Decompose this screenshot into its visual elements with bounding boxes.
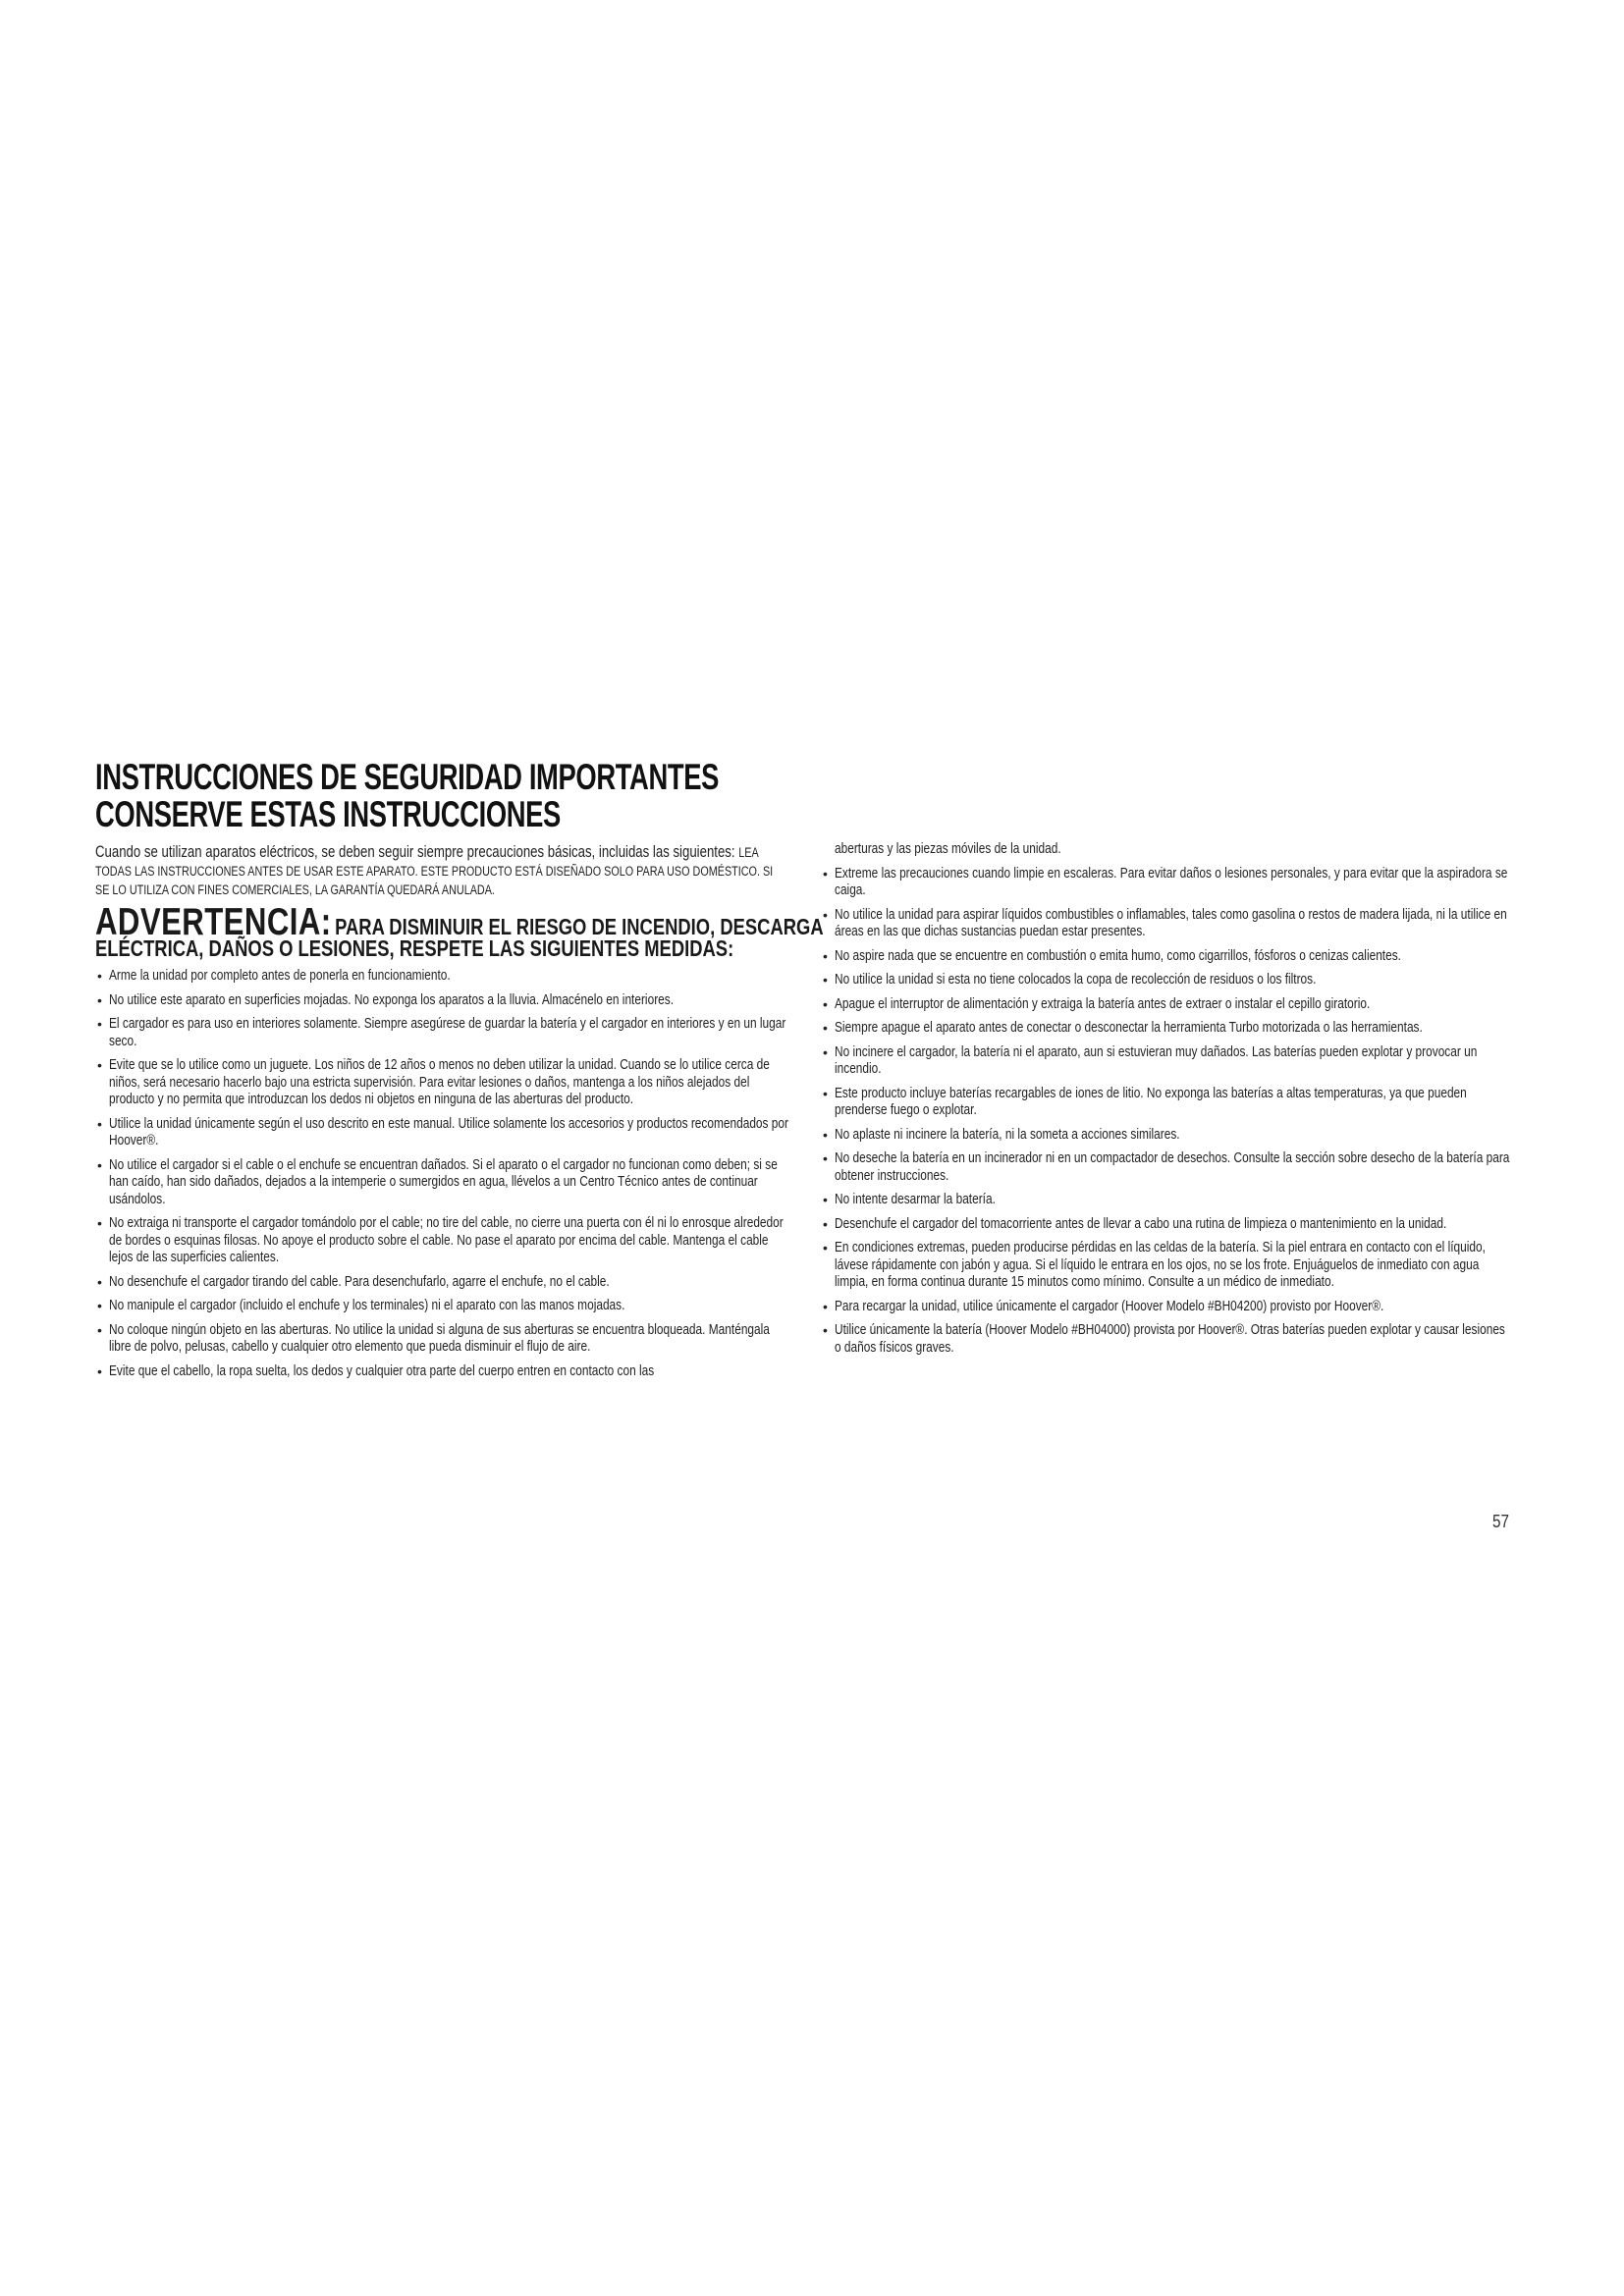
list-item: [821, 1299, 1512, 1316]
bullet-icon: •: [823, 1215, 828, 1232]
list-item: [821, 1192, 1512, 1209]
bullet-icon: •: [823, 906, 828, 923]
list-item: [821, 866, 1512, 900]
list-item: [95, 1322, 794, 1357]
list-item: [95, 1298, 794, 1315]
bullet-icon: •: [823, 1322, 828, 1338]
list-item-text: Siempre apague el aparato antes de conectar o desconectar la herramienta Turbo motorizada o las herramientas.: [835, 1020, 1423, 1036]
page-number: 57: [1492, 1512, 1510, 1531]
bullet-icon: •: [97, 1321, 102, 1338]
list-item: [821, 948, 1512, 966]
bullet-icon: •: [823, 865, 828, 881]
list-item-text: Para recargar la unidad, utilice únicamente el cargador (Hoover Modelo #BH04200) provisto por Hoover®.: [835, 1298, 1384, 1314]
bullet-icon: •: [823, 1085, 828, 1101]
list-item-text: No coloque ningún objeto en las aberturas. No utilice la unidad si alguna de sus aberturas se encuentra bloqueada. Manténgala libre de polvo, pelusas, cabello y cualquier otro elemento que pueda disminuir el flujo de aire.: [109, 1321, 770, 1355]
list-item-text: No aspire nada que se encuentre en combustión o emita humo, como cigarrillos, fósforos o cenizas calientes.: [835, 947, 1401, 964]
bullet-icon: •: [823, 995, 828, 1012]
bullet-icon: •: [97, 1215, 102, 1231]
right-column: [821, 841, 1512, 1363]
bullet-icon: •: [97, 991, 102, 1008]
intro-caps-text: LEA TODAS LAS INSTRUCCIONES ANTES DE USAR ESTE APARATO. ESTE PRODUCTO ESTÁ DISEÑADO SOLO PARA USO DOMÉSTICO. SI SE LO UTILIZA CON FINES COMERCIALES, LA GARANTÍA QUEDARÁ ANULADA.: [95, 845, 774, 897]
list-item-text: Este producto incluye baterías recargables de iones de litio. No exponga las baterías a altas temperaturas, ya que pueden prenderse fuego o explotar.: [835, 1085, 1467, 1118]
continued-text: aberturas y las piezas móviles de la unidad.: [835, 841, 1061, 857]
list-item: [821, 1127, 1512, 1145]
list-item-text: No incinere el cargador, la batería ni el aparato, aun si estuvieran muy dañados. Las baterías pueden explotar y provocar un incendio.: [835, 1043, 1478, 1077]
list-item-text: No manipule el cargador (incluido el enchufe y los terminales) ni el aparato con las manos mojadas.: [109, 1298, 625, 1313]
list-item-text: El cargador es para uso en interiores solamente. Siempre asegúrese de guardar la batería y el cargador en interiores y en un lugar seco.: [109, 1016, 786, 1049]
list-item-text: Arme la unidad por completo antes de ponerla en funcionamiento.: [109, 968, 451, 984]
list-item: [95, 1157, 794, 1209]
list-item: [95, 1215, 794, 1267]
list-item-text: No desenchufe el cargador tirando del cable. Para desenchufarlo, agarre el enchufe, no el cable.: [109, 1273, 610, 1290]
bullet-icon: •: [823, 1298, 828, 1314]
bullet-icon: •: [823, 1240, 828, 1255]
list-item: [95, 1057, 794, 1109]
list-item-text: Desenchufe el cargador del tomacorriente antes de llevar a cabo una rutina de limpieza o mantenimiento en la unidad.: [835, 1215, 1447, 1232]
list-item-text: No utilice este aparato en superficies mojadas. No exponga los aparatos a la lluvia. Almacénelo en interiores.: [109, 991, 675, 1008]
list-item: [95, 992, 794, 1010]
warning-word: ADVERTENCIA:: [95, 901, 332, 943]
list-item-text: No intente desarmar la batería.: [835, 1192, 996, 1207]
bullet-icon: •: [823, 972, 828, 988]
list-item-text: Evite que se lo utilice como un juguete. Los niños de 12 años o menos no deben utilizar la unidad. Cuando se lo utilice cerca de niños, será necesario hacerlo bajo una estricta supervisión. Para evitar lesiones o daños, mantenga a los niños alejados del producto y no permita que introduzcan los dedos ni objetos en ninguna de las aberturas del producto.: [109, 1057, 770, 1107]
list-item: [95, 1116, 794, 1150]
list-item-text: Utilice la unidad únicamente según el uso descrito en este manual. Utilice solamente los accesorios y productos recomendados por Hoover®.: [109, 1115, 788, 1148]
page-title: INSTRUCCIONES DE SEGURIDAD IMPORTANTES: [95, 757, 719, 797]
list-item-text: No utilice el cargador si el cable o el enchufe se encuentran dañados. Si el aparato o el cargador no funcionan como deben; si se han caído, han sido dañados, dejados a la intemperie o sumergidos en agua, llévelos a un Centro Técnico antes de continuar usándolos.: [109, 1156, 778, 1207]
bullet-icon: •: [97, 968, 102, 984]
bullet-icon: •: [823, 1043, 828, 1060]
bullet-icon: •: [97, 1273, 102, 1290]
bullet-icon: •: [97, 1057, 102, 1073]
right-safety-list: [821, 866, 1512, 1358]
warning-heading: [95, 901, 824, 961]
list-item-text: Utilice únicamente la batería (Hoover Modelo #BH04000) provista por Hoover®. Otras baterías pueden explotar y causar lesiones o daños físicos graves.: [835, 1322, 1505, 1356]
bullet-icon: •: [97, 1115, 102, 1132]
bullet-icon: •: [97, 1298, 102, 1313]
bullet-icon: •: [823, 1126, 828, 1143]
list-item-text: No deseche la batería en un incinerador ni en un compactador de desechos. Consulte la sección sobre desecho de la batería para obtener instrucciones.: [835, 1150, 1510, 1184]
left-safety-list: [95, 968, 794, 1380]
list-item-text: En condiciones extremas, pueden producirse pérdidas en las celdas de la batería. Si la piel entrara en contacto con el líquido, lávese rápidamente con jabón y agua. Si el líquido le entrara en los ojos, no se los frote. Enjuáguelos de inmediato con agua limpia, en forma continua durante 15 minutos como mínimo. Consulte a un médico de inmediato.: [835, 1240, 1486, 1290]
list-item: [821, 1150, 1512, 1185]
bullet-icon: •: [823, 1192, 828, 1207]
list-item: [821, 907, 1512, 941]
list-item-text: Evite que el cabello, la ropa suelta, los dedos y cualquier otra parte del cuerpo entren en contacto con las: [109, 1362, 655, 1379]
left-column: [95, 757, 824, 1387]
intro-paragraph: [95, 843, 786, 899]
list-item-text: No aplaste ni incinere la batería, ni la someta a acciones similares.: [835, 1126, 1180, 1143]
list-item: [821, 1216, 1512, 1234]
list-item-text: No utilice la unidad si esta no tiene colocados la copa de recolección de residuos o los filtros.: [835, 972, 1317, 988]
list-item-text: No utilice la unidad para aspirar líquidos combustibles o inflamables, tales como gasolina o restos de madera lijada, ni la utilice en áreas en las que dichas sustancias puedan estar presentes.: [835, 906, 1507, 939]
list-item: [821, 996, 1512, 1014]
list-item: [95, 1363, 794, 1381]
bullet-icon: •: [97, 1362, 102, 1379]
list-item-text: No extraiga ni transporte el cargador tomándolo por el cable; no tire del cable, no cierre una puerta con él ni lo enrosque alrededor de bordes o esquinas filosas. No apoye el producto sobre el cable. No pase el aparato por encima del cable. Mantenga el cable lejos de las superficies calientes.: [109, 1215, 784, 1265]
list-item: [821, 1020, 1512, 1038]
list-item: [821, 1086, 1512, 1120]
page-subtitle: CONSERVE ESTAS INSTRUCCIONES: [95, 794, 561, 834]
warning-line-1: PARA DISMINUIR EL RIESGO DE INCENDIO, DESCARGA: [335, 914, 824, 939]
bullet-icon: •: [97, 1016, 102, 1032]
list-item: [821, 1322, 1512, 1357]
list-item-text: Apague el interruptor de alimentación y extraiga la batería antes de extraer o instalar el cepillo giratorio.: [835, 995, 1371, 1012]
list-item-text: Extreme las precauciones cuando limpie en escaleras. Para evitar daños o lesiones personales, y para evitar que la aspiradora se caiga.: [835, 865, 1508, 898]
bullet-icon: •: [823, 947, 828, 964]
list-item: [821, 1240, 1512, 1292]
bullet-icon: •: [823, 1150, 828, 1166]
bullet-icon: •: [823, 1020, 828, 1036]
list-item: [95, 968, 794, 986]
list-item: [95, 1016, 794, 1050]
list-item: [821, 1044, 1512, 1079]
list-item: [95, 1274, 794, 1292]
intro-text: Cuando se utilizan aparatos eléctricos, se deben seguir siempre precauciones básicas, incluidas las siguientes:: [95, 843, 735, 861]
list-item: [821, 972, 1512, 989]
bullet-icon: •: [97, 1156, 102, 1173]
warning-line-2: ELÉCTRICA, DAÑOS O LESIONES, RESPETE LAS SIGUIENTES MEDIDAS:: [95, 935, 734, 961]
